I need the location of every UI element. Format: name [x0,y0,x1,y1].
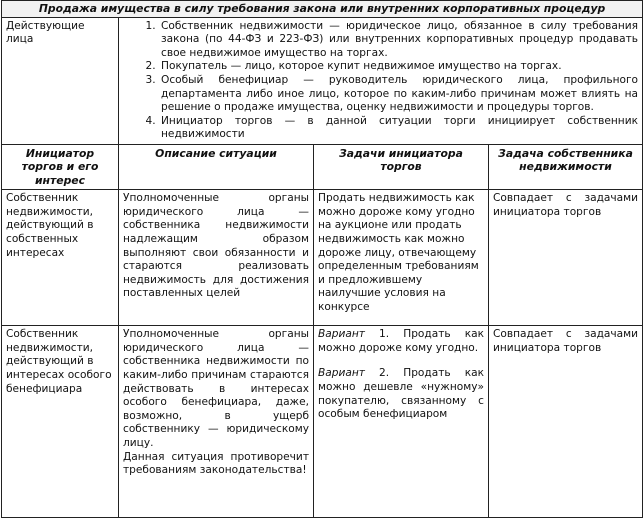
col-header-tasks: Задачи инициатора торгов [314,144,489,189]
row1-owner-task: Совпадает с задачами инициатора торгов [489,190,643,326]
actor-item: 3. Особый бенефициар — руководитель юридического лица, профильного департамента либо иное лицо, которое по каким-либо причинам может влиять на решение о продаже имущества, оценку недвижимости и процедуры торгов. [159,74,638,115]
row1-tasks: Продать недвижимость как можно дороже кому угодно на аукционе или продать недвижимость как можно дороже лицу, отвечающему определенным требованиям и предложившему наилучшие условия на конкурсе [314,190,489,326]
table-row [2,190,643,326]
title-row [2,1,643,18]
variant-1-label: Вариант [318,328,365,341]
actors-row [2,17,643,144]
actors-list [123,20,638,142]
row2-initiator: Собственник недвижимости, действующий в интересах особого бенефициара [2,326,119,518]
row2-description-note: Данная ситуация противоречит требованиям законодательства! [123,450,309,477]
variant-1 [318,328,484,355]
row1-description: Уполномоченные органы юридического лица — собственника недвижимости надлежащим образом выполняют свои обязанности и стараются реализовать недвижимость для достижения поставленных целей [119,190,314,326]
actor-item: 2. Покупатель — лицо, которое купит недвижимое имущество на торгах. [159,60,638,74]
col-header-owner-task: Задача собственника недвижимости [489,144,643,189]
row2-tasks-cell [314,326,489,518]
actor-item: 1. Собственник недвижимости — юридическое лицо, обязанное в силу требования закона (по 44-ФЗ и 223-ФЗ) или внутренних корпоративных процедур продавать свое недвижимое имущество на торгах. [159,20,638,61]
col-header-initiator: Инициатор торгов и его интерес [2,144,119,189]
procurement-table [1,0,643,518]
col-header-description: Описание ситуации [119,144,314,189]
row1-initiator: Собственник недвижимости, действующий в собственных интересах [2,190,119,326]
variant-1-text: 1. Продать как можно дороже кому угодно. [318,328,484,354]
column-header-row [2,144,643,189]
row2-owner-task: Совпадает с задачами инициатора торгов [489,326,643,518]
row2-description-cell [119,326,314,518]
actors-list-cell [119,17,643,144]
row2-description: Уполномоченные органы юридического лица — собственника недвижимости по каким-либо причинам стараются действовать в интересах особого бенефициара, даже, возможно, в ущерб собственнику — юридическому лицу. [123,328,309,449]
variant-2 [318,367,484,421]
variant-2-text: 2. Продать как можно дешевле «нужному» покупателю, связанному с особым бенефициаром [318,367,484,421]
actor-item: 4. Инициатор торгов — в данной ситуации торги инициирует собственник недвижимости [159,115,638,142]
actors-label: Действующие лица [2,17,119,144]
table-title: Продажа имущества в силу требования закона или внутренних корпоративных процедур [2,1,643,18]
table-row [2,326,643,518]
variant-2-label: Вариант [318,367,365,380]
